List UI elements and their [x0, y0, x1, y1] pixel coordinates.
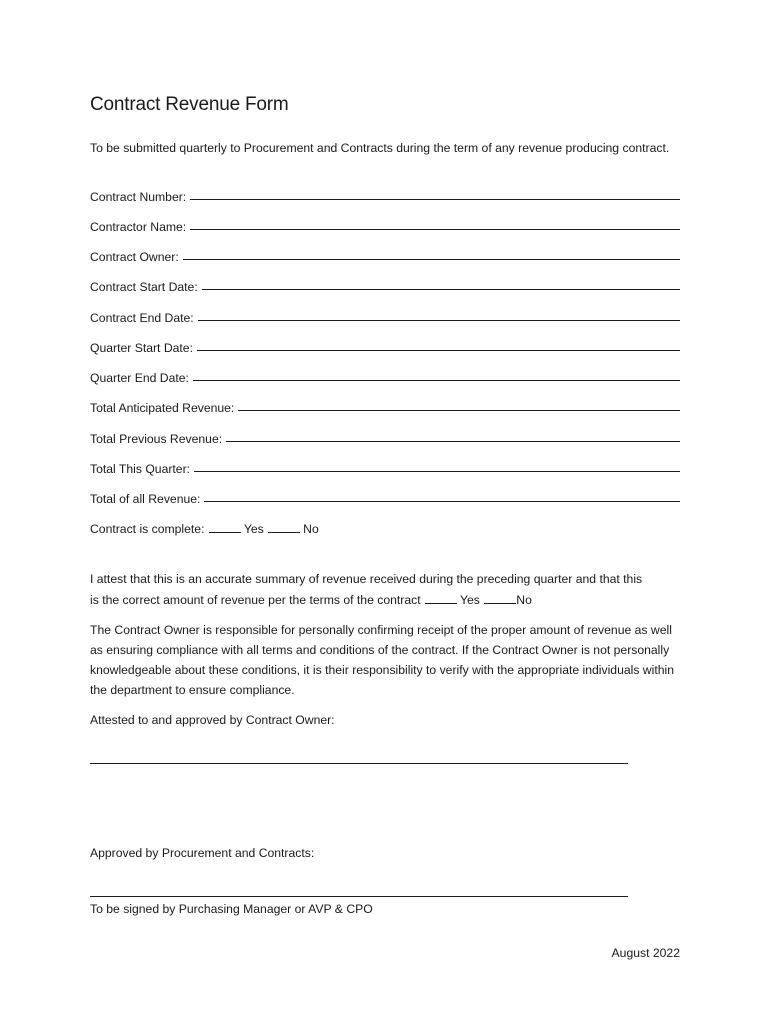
- total-this-quarter-line[interactable]: [194, 457, 680, 472]
- owner-signature-line[interactable]: [90, 763, 628, 764]
- total-all-revenue-line[interactable]: [204, 487, 680, 502]
- quarter-start-date-label: Quarter Start Date:: [90, 341, 193, 355]
- contract-end-date-field[interactable]: [90, 307, 680, 327]
- contract-start-date-line[interactable]: [202, 275, 680, 290]
- contractor-name-line[interactable]: [190, 215, 680, 230]
- attest-row: [90, 590, 532, 610]
- attest-yes-label: Yes: [459, 593, 480, 607]
- total-anticipated-revenue-label: Total Anticipated Revenue:: [90, 401, 235, 415]
- signer-note: To be signed by Purchasing Manager or AVP & CPO: [90, 902, 373, 916]
- procurement-signature-line[interactable]: [90, 896, 628, 897]
- contract-number-label: Contract Number:: [90, 190, 187, 204]
- total-anticipated-revenue-field[interactable]: [90, 397, 680, 417]
- contract-owner-field[interactable]: [90, 246, 680, 266]
- owner-approval-label: Attested to and approved by Contract Owner:: [90, 713, 335, 727]
- total-all-revenue-field[interactable]: [90, 488, 680, 508]
- total-previous-revenue-label: Total Previous Revenue:: [90, 432, 223, 446]
- contract-start-date-label: Contract Start Date:: [90, 280, 198, 294]
- revision-date: August 2022: [611, 946, 680, 960]
- total-this-quarter-field[interactable]: [90, 458, 680, 478]
- contract-owner-label: Contract Owner:: [90, 250, 179, 264]
- quarter-end-date-field[interactable]: [90, 367, 680, 387]
- complete-no-line[interactable]: [268, 520, 300, 533]
- quarter-start-date-line[interactable]: [197, 336, 680, 351]
- attest-yes-line[interactable]: [425, 591, 457, 604]
- attest-line-1: I attest that this is an accurate summary of revenue received during the preceding quarter and that this: [90, 572, 643, 586]
- total-this-quarter-label: Total This Quarter:: [90, 462, 191, 476]
- total-anticipated-revenue-line[interactable]: [238, 396, 680, 411]
- contract-complete-row: [90, 519, 319, 539]
- contractor-name-label: Contractor Name:: [90, 220, 187, 234]
- contract-number-line[interactable]: [190, 185, 680, 200]
- complete-yes-line[interactable]: [209, 520, 241, 533]
- total-previous-revenue-line[interactable]: [226, 427, 680, 442]
- attest-line-2: is the correct amount of revenue per the terms of the contract: [90, 593, 421, 607]
- complete-no-label: No: [303, 522, 319, 536]
- quarter-start-date-field[interactable]: [90, 337, 680, 357]
- procurement-approval-label: Approved by Procurement and Contracts:: [90, 846, 315, 860]
- quarter-end-date-label: Quarter End Date:: [90, 371, 189, 385]
- contract-owner-line[interactable]: [183, 245, 680, 260]
- total-all-revenue-label: Total of all Revenue:: [90, 492, 201, 506]
- contractor-name-field[interactable]: [90, 216, 680, 236]
- attest-no-line[interactable]: [484, 591, 516, 604]
- contract-complete-label: Contract is complete:: [90, 522, 205, 536]
- contract-number-field[interactable]: [90, 186, 680, 206]
- attest-no-label: No: [516, 593, 532, 607]
- contract-end-date-label: Contract End Date:: [90, 311, 194, 325]
- contract-end-date-line[interactable]: [198, 306, 680, 321]
- form-title: Contract Revenue Form: [90, 94, 289, 115]
- intro-text: To be submitted quarterly to Procurement and Contracts during the term of any revenue producing contract.: [90, 141, 670, 155]
- contract-start-date-field[interactable]: [90, 276, 680, 296]
- total-previous-revenue-field[interactable]: [90, 428, 680, 448]
- complete-yes-label: Yes: [243, 522, 264, 536]
- responsibility-text: The Contract Owner is responsible for personally confirming receipt of the proper amount of revenue as well as ensuring compliance with all terms and conditions of the contract. If the Contract Owner is not personally knowledgeable about these conditions, it is their responsibility to verify with the appropriate individuals within the department to ensure compliance.: [90, 623, 674, 697]
- quarter-end-date-line[interactable]: [193, 366, 680, 381]
